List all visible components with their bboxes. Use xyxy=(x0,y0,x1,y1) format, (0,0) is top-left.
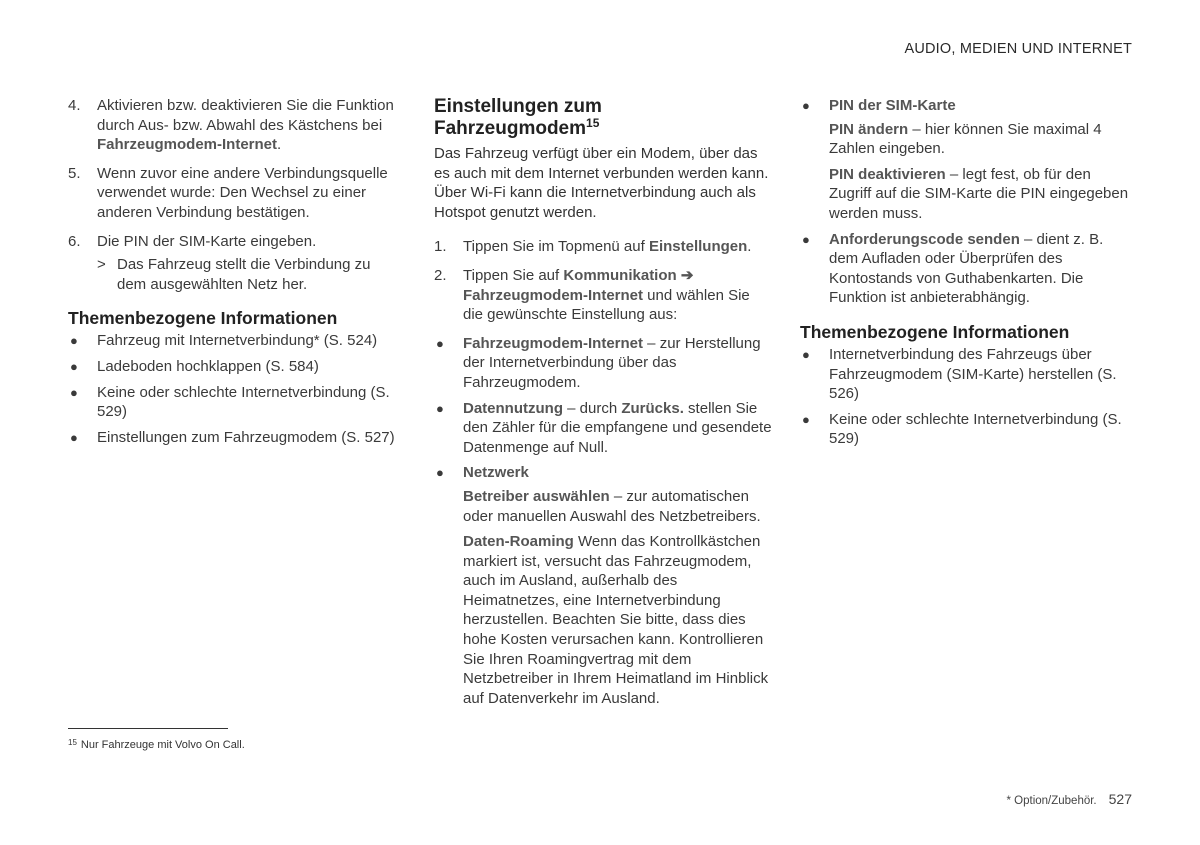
related-list xyxy=(800,345,1134,449)
steps-list xyxy=(68,96,398,294)
step-text: Tippen Sie im Topmenü auf xyxy=(463,238,649,256)
settings-steps xyxy=(434,237,772,324)
step-result xyxy=(97,255,398,294)
page-number: 527 xyxy=(1108,791,1132,807)
step-number: 2. xyxy=(434,266,447,284)
bullet-icon: ● xyxy=(70,429,78,445)
related-link[interactable]: Fahrzeug mit Internetverbindung* (S. 524) xyxy=(97,332,378,350)
running-header: AUDIO, MEDIEN UND INTERNET xyxy=(904,41,1132,57)
sub-bold: PIN ändern xyxy=(829,120,909,138)
sub-text: Wenn das Kontrollkästchen markiert ist, versucht das Fahrzeugmodem, auch im Ausland, außerhalb des Heimatnetzes, eine Internetverbindung herzustellen. Beachten Sie bitte, dass dies hohe Kosten verursachen kann. Kontrollieren Sie Ihren Roamingvertrag mit dem Netzbetreiber in Ihrem Heimatland im Hinblick auf Datenverkehr im Ausland. xyxy=(463,533,769,707)
step-item xyxy=(68,96,398,155)
related-heading: Themenbezogene Informationen xyxy=(68,308,338,329)
related-item[interactable] xyxy=(68,331,398,351)
option-subparagraph xyxy=(463,532,772,708)
step-item xyxy=(68,232,398,295)
step-bold: Kommunikation xyxy=(563,266,677,284)
option-bold: Zurücks. xyxy=(621,399,684,417)
settings-options xyxy=(434,334,772,709)
page-footer xyxy=(1006,790,1132,812)
related-item[interactable] xyxy=(68,428,398,448)
related-link[interactable]: Internetverbindung des Fahrzeugs über Fahrzeugmodem (SIM-Karte) herstellen (S. 526) xyxy=(829,345,1117,403)
footnote-text: Nur Fahrzeuge mit Volvo On Call. xyxy=(80,739,245,751)
step-number: 1. xyxy=(434,238,447,256)
option-item xyxy=(434,399,772,458)
option-text: – zur Herstellung der Internetverbindung über das Fahrzeugmodem. xyxy=(463,334,761,391)
sub-bold: Daten-Roaming xyxy=(463,533,574,551)
footnote-rule xyxy=(68,728,228,729)
arrow-icon: ➔ xyxy=(680,266,694,284)
intro-paragraph: Das Fahrzeug verfügt über ein Modem, über das es auch mit dem Internet verbunden werden kann. Über Wi-Fi kann die Internetverbindung auch als Hotspot genutzt werden. xyxy=(434,145,769,221)
bullet-icon: ● xyxy=(802,411,810,427)
related-heading: Themenbezogene Informationen xyxy=(800,321,1070,342)
sub-text: – hier können Sie maximal 4 Zahlen eingeben. xyxy=(829,120,1102,158)
step-text-after: . xyxy=(277,136,282,154)
sub-bold: Betreiber auswählen xyxy=(463,487,610,505)
related-item[interactable] xyxy=(800,345,1134,404)
bullet-icon: ● xyxy=(802,346,810,362)
related-item[interactable] xyxy=(800,410,1134,449)
step-item xyxy=(434,237,772,257)
section-title xyxy=(434,96,772,140)
footnote-number: 15 xyxy=(68,738,77,747)
related-link[interactable]: Keine oder schlechte Internetverbindung (S. 529) xyxy=(97,383,390,421)
option-subparagraph xyxy=(829,165,1134,224)
option-item xyxy=(800,96,1134,224)
option-item xyxy=(800,230,1134,308)
option-bold: Netzwerk xyxy=(463,464,529,482)
step-text: Tippen Sie auf xyxy=(463,266,564,284)
bullet-icon: ● xyxy=(436,335,444,351)
step-item xyxy=(68,164,398,223)
result-text: Das Fahrzeug stellt die Verbindung zu dem ausgewählten Netz her. xyxy=(117,256,371,293)
related-list xyxy=(68,331,398,447)
step-text: Aktivieren bzw. deaktivieren Sie die Funktion durch Aus- bzw. Abwahl des Kästchens bei xyxy=(97,97,394,134)
step-number: 6. xyxy=(68,232,81,250)
bullet-icon: ● xyxy=(436,465,444,481)
bullet-icon: ● xyxy=(802,98,810,113)
bullet-icon: ● xyxy=(70,333,78,349)
option-bold: Datennutzung xyxy=(463,399,563,417)
step-item xyxy=(434,266,772,325)
option-bold: Anforderungscode senden xyxy=(829,230,1020,248)
pin-options xyxy=(800,96,1134,308)
related-item[interactable] xyxy=(68,357,398,377)
option-item xyxy=(434,334,772,393)
step-number: 5. xyxy=(68,164,81,182)
related-link[interactable]: Ladeboden hochklappen (S. 584) xyxy=(97,357,319,375)
option-bold: PIN der SIM-Karte xyxy=(829,97,956,114)
column-2 xyxy=(434,96,772,714)
option-subparagraph xyxy=(463,487,772,526)
option-bold: Fahrzeugmodem-Internet xyxy=(463,334,644,352)
bullet-icon: ● xyxy=(802,231,810,247)
step-text: Wenn zuvor eine andere Verbindungsquelle verwendet wurde: Den Wechsel zu einer anderen Verbindung bestätigen. xyxy=(97,164,388,221)
step-number: 4. xyxy=(68,97,81,114)
section-title-text: Einstellungen zum Fahrzeugmodem xyxy=(434,96,602,139)
step-bold: Einstellungen xyxy=(648,238,748,256)
option-item xyxy=(434,463,772,708)
option-text: – durch xyxy=(562,399,622,417)
option-note: * Option/Zubehör. xyxy=(1006,795,1097,807)
step-text-after: und wählen Sie die gewünschte Einstellung aus: xyxy=(463,286,750,324)
step-text: Die PIN der SIM-Karte eingeben. xyxy=(97,232,317,250)
column-1 xyxy=(68,96,398,453)
related-link[interactable]: Einstellungen zum Fahrzeugmodem (S. 527) xyxy=(97,428,395,446)
bullet-icon: ● xyxy=(70,384,78,400)
sub-text: – zur automatischen oder manuellen Auswahl des Netzbetreibers. xyxy=(463,487,761,525)
result-marker: > xyxy=(97,256,106,274)
footnote xyxy=(68,733,245,756)
step-bold: Fahrzeugmodem-Internet xyxy=(463,286,644,304)
column-3 xyxy=(800,96,1134,455)
related-item[interactable] xyxy=(68,383,398,422)
option-text: – dient z. B. dem Aufladen oder Überprüfen des Kontostands von Guthabenkarten. Die Funktion ist anbieterabhängig. xyxy=(829,230,1104,307)
related-link[interactable]: Keine oder schlechte Internetverbindung (S. 529) xyxy=(829,410,1122,448)
bullet-icon: ● xyxy=(70,358,78,374)
option-subparagraph xyxy=(829,120,1134,159)
footnote-ref[interactable]: 15 xyxy=(586,116,600,130)
bullet-icon: ● xyxy=(436,400,444,416)
step-text-after: . xyxy=(747,238,752,256)
sub-bold: PIN deaktivieren xyxy=(829,165,946,183)
sub-text: – legt fest, ob für den Zugriff auf die SIM-Karte die PIN eingegeben werden muss. xyxy=(829,165,1129,222)
option-text: stellen Sie den Zähler für die empfangene und gesendete Datenmenge auf Null. xyxy=(463,399,772,456)
step-bold: Fahrzeugmodem-Internet xyxy=(97,136,278,154)
